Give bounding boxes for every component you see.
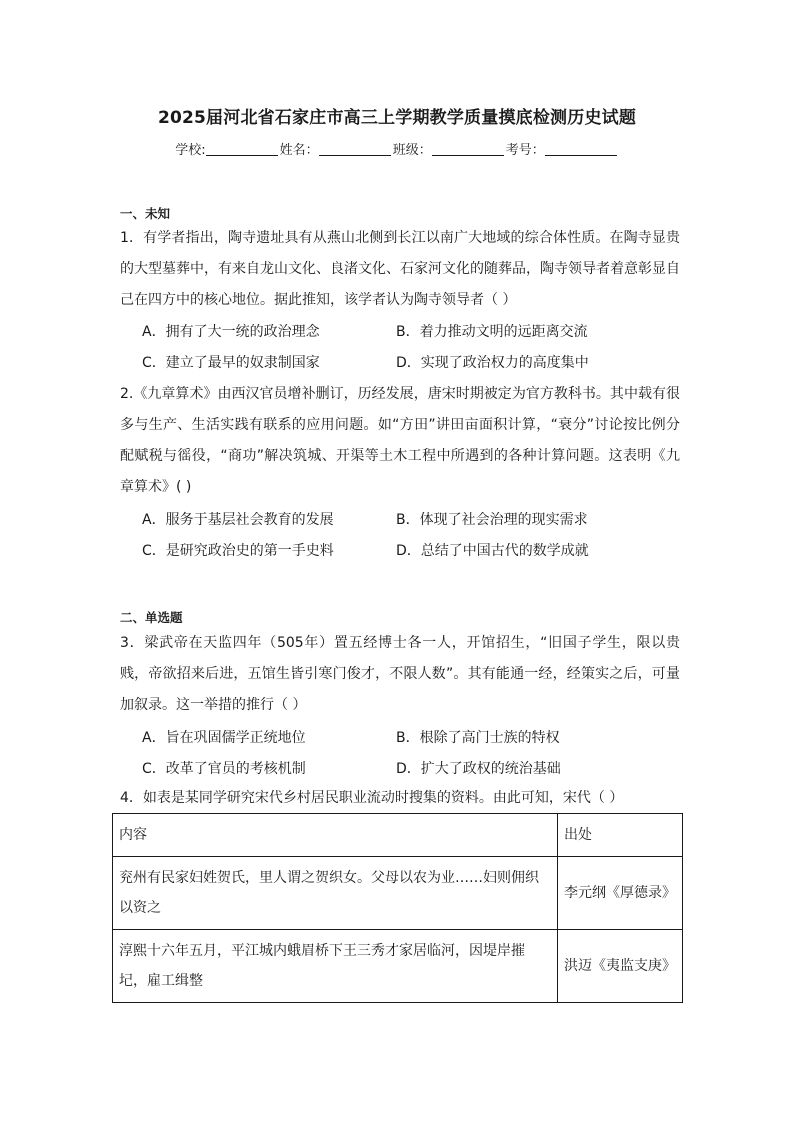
table-cell-source: 洪迈《夷监支庚》 — [558, 930, 683, 1003]
section-heading-single-choice: 二、单选题 — [120, 610, 183, 625]
question-4-stem: 4．如表是某同学研究宋代乡村居民职业流动时搜集的资料。由此可知，宋代（ ） — [120, 790, 624, 806]
table-cell-content: 淳熙十六年五月，平江城内蛾眉桥下王三秀才家居临河，因堤岸摧圮，雇工缉整 — [113, 930, 558, 1003]
source-table — [112, 813, 683, 1003]
question-3-option-a[interactable]: A．旨在巩固儒学正统地位 — [142, 730, 306, 746]
question-1-option-a[interactable]: A．拥有了大一统的政治理念 — [142, 324, 320, 340]
question-2-option-a[interactable]: A．服务于基层社会教育的发展 — [142, 512, 334, 528]
question-3-option-b[interactable]: B．根除了高门士族的特权 — [396, 730, 560, 746]
exam-number-blank[interactable] — [545, 143, 617, 156]
table-header-row — [113, 814, 683, 857]
question-1-stem: 1．有学者指出，陶寺遗址具有从燕山北侧到长江以南广大地域的综合体性质。在陶寺显贵的大型墓葬中，有来自龙山文化、良渚文化、石家河文化的随葬品，陶寺领导者着意彰显自己在四方中的核心地位。据此推知，该学者认为陶寺领导者（ ） — [120, 230, 680, 308]
name-label: 姓名： — [279, 143, 319, 158]
question-3-stem: 3．梁武帝在天监四年（505年）置五经博士各一人，开馆招生，“旧国子学生，限以贵贱，帝欲招来后进，五馆生皆引寒门俊才，不限人数”。其有能通一经，经策实之后，可量加叙录。这一举措的推行（ ） — [120, 635, 680, 713]
page-title: 2025届河北省石家庄市高三上学期教学质量摸底检测历史试题 — [157, 108, 637, 128]
name-blank[interactable] — [319, 143, 391, 156]
table-row — [113, 930, 683, 1003]
school-label: 学校: — [175, 143, 206, 158]
section-heading-unknown: 一、未知 — [120, 206, 171, 221]
question-2-option-c[interactable]: C．是研究政治史的第一手史料 — [142, 543, 334, 559]
question-2-option-b[interactable]: B．体现了社会治理的现实需求 — [396, 512, 588, 528]
exam-number-label: 考号： — [505, 143, 545, 158]
question-2-option-d[interactable]: D．总结了中国古代的数学成就 — [396, 543, 589, 559]
table-header-source: 出处 — [558, 814, 683, 857]
question-1-option-c[interactable]: C．建立了最早的奴隶制国家 — [142, 355, 320, 371]
table-row — [113, 857, 683, 930]
school-blank[interactable] — [206, 143, 278, 156]
class-blank[interactable] — [432, 143, 504, 156]
question-3-option-d[interactable]: D．扩大了政权的统治基础 — [396, 761, 561, 777]
question-3-option-c[interactable]: C．改革了官员的考核机制 — [142, 761, 306, 777]
question-2-stem: 2.《九章算术》由西汉官员增补删订，历经发展，唐宋时期被定为官方教科书。其中载有很多与生产、生活实践有联系的应用问题。如“方田”讲田亩面积计算，“衰分”讨论按比例分配赋税与徭役，“商功”解决筑城、开渠等土木工程中所遇到的各种计算问题。这表明《九章算术》( ) — [120, 386, 680, 495]
table-header-content: 内容 — [113, 814, 558, 857]
table-cell-content: 兖州有民家妇姓贺氏，里人谓之贺织女。父母以农为业……妇则佣织以资之 — [113, 857, 558, 930]
question-1-option-b[interactable]: B．着力推动文明的远距离交流 — [396, 324, 588, 340]
class-label: 班级： — [392, 143, 432, 158]
table-cell-source: 李元纲《厚德录》 — [558, 857, 683, 930]
question-1-option-d[interactable]: D．实现了政治权力的高度集中 — [396, 355, 589, 371]
student-info-row — [0, 139, 794, 158]
